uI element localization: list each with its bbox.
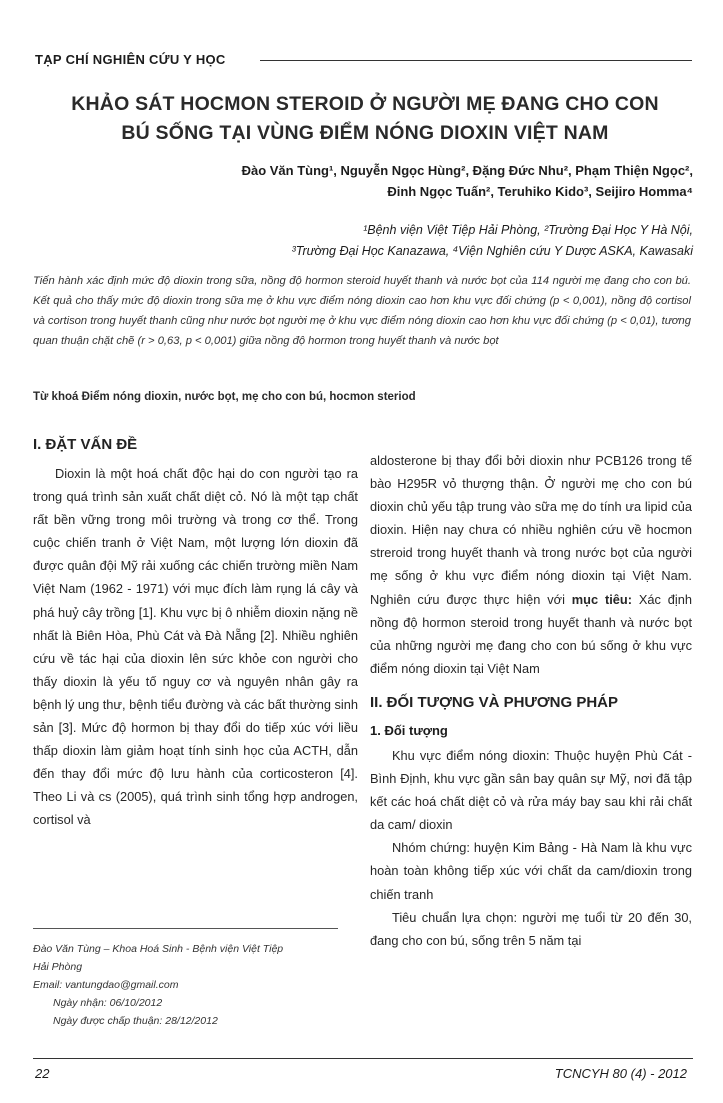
abstract: Tiến hành xác định mức độ dioxin trong sữa, nồng độ hormon steroid huyết thanh và nước bọt của 114 người mẹ đang cho con bú. Kết quả cho thấy mức độ dioxin trong sữa mẹ ở khu vực điểm nóng dioxin cao hơn khu vực đối chứng (p < 0,001), nồng độ cortisol và cortison trong huyết thanh cũng như nước bọt người mẹ ở khu vực điểm nóng dioxin cao hơn khu vực đối chứng (p < 0,01), tương quan thuận chặt chẽ (r > 0,63, p < 0,001) giữa nồng độ hormon trong huyết thanh và nước bọt	[33, 275, 691, 347]
footnote-received: Ngày nhận: 06/10/2012	[53, 997, 163, 1009]
authors-line2: Đinh Ngọc Tuấn², Teruhiko Kido³, Seijiro Homma⁴	[387, 184, 693, 199]
intro-paragraph: Dioxin là một hoá chất độc hại do con người tạo ra trong quá trình sản xuất chất diệt cỏ. Nó là một tạp chất rất bền vững trong môi trường và trong cơ thể. Trong cuộc chiến tranh ở Việt Nam, một lượng lớn dioxin đã được quân đội Mỹ rải xuống các chiến trường miền Nam Việt Nam (1962 - 1971) với mục đích làm rụng lá cây và phá huỷ cây trồng [1]. Khu vực bị ô nhiễm dioxin nặng nề nhất là Biên Hòa, Phù Cát và Đà Nẵng [2]. Nhiều nghiên cứu về tác hại của dioxin lên sức khỏe con người cho thấy dioxin là yếu tố nguy cơ và nguyên nhân gây ra bệnh lý ung thư, bệnh tiểu đường và các bất thường sinh sản [3]. Mức độ hormon bị thay đổi do tiếp xúc với liều thấp dioxin làm giảm hoạt tính sinh học của ACTH, dẫn đến thay đổi mức độ lưu hành của corticosteron [4]. Theo Li và cs (2005), quá trình sinh tổng hợp androgen, cortisol và	[33, 466, 358, 828]
footer-rule	[33, 1058, 693, 1059]
left-column	[33, 436, 358, 832]
journal-header: TẠP CHÍ NGHIÊN CỨU Y HỌC	[35, 52, 226, 67]
correspondence-footnote	[33, 940, 353, 1030]
authors-line1: Đào Văn Tùng¹, Nguyễn Ngọc Hùng², Đặng Đức Nhu², Phạm Thiện Ngọc²,	[241, 163, 693, 178]
hotspot-paragraph: Khu vực điểm nóng dioxin: Thuộc huyện Phù Cát - Bình Định, khu vực gần sân bay quân sự Mỹ, nơi đã tập kết các hoá chất diệt cỏ và rửa máy bay sau khi rải chất da cam/ dioxin	[370, 747, 692, 833]
footnote-rule	[33, 928, 338, 929]
article-title-line2: BÚ SỐNG TẠI VÙNG ĐIỂM NÓNG DIOXIN VIỆT NAM	[121, 122, 609, 144]
header-rule	[260, 60, 692, 61]
affiliations	[93, 220, 693, 262]
affiliation-line2: ³Trường Đại Học Kanazawa, ⁴Viện Nghiên cứu Y Dược ASKA, Kawasaki	[291, 244, 693, 258]
keywords	[33, 391, 691, 403]
intro-paragraph-continued	[370, 449, 692, 680]
keywords-text: Điểm nóng dioxin, nước bọt, mẹ cho con bú, hocmon steriod	[81, 391, 416, 403]
article-title-line1: KHẢO SÁT HOCMON STEROID Ở NGƯỜI MẸ ĐANG CHO CON	[71, 93, 659, 115]
affiliation-line1: ¹Bệnh viện Việt Tiệp Hải Phòng, ²Trường Đại Học Y Hà Nội,	[363, 223, 693, 237]
right-column	[370, 449, 692, 952]
objective-label: mục tiêu:	[571, 591, 632, 607]
intro-continued-text: aldosterone bị thay đổi bởi dioxin như PCB126 trong tế bào H295R vỏ thượng thận. Ở người mẹ cho con bú dioxin chủ yếu tập trung vào sữa mẹ do tính ưa lipid của dioxin. Hiện nay chưa có nhiều nghiên cứu về hocmon streroid trong huyết thanh và trong nước bọt của người mẹ sống ở khu vực điểm nóng dioxin tại Việt Nam. Nghiên cứu được thực hiện với	[370, 453, 692, 607]
subsection-heading-subjects: 1. Đối tượng	[370, 722, 448, 738]
section-heading-introduction: I. ĐẶT VẤN ĐỀ	[33, 436, 138, 453]
page-number: 22	[35, 1066, 50, 1081]
footnote-accepted: Ngày được chấp thuận: 28/12/2012	[53, 1015, 218, 1027]
objective-text: Xác định nồng độ hormon steroid trong huyết thanh và nước bọt của những người mẹ đang cho con bú sống ở khu vực điểm nóng dioxin tại Việt Nam	[370, 591, 692, 676]
footnote-author-cont: Hải Phòng	[33, 961, 83, 973]
selection-criteria-paragraph: Tiêu chuẩn lựa chọn: người mẹ tuổi từ 20 đến 30, đang cho con bú, sống trên 5 năm tại	[370, 909, 692, 948]
journal-issue: TCNCYH 80 (4) - 2012	[554, 1066, 687, 1081]
author-list	[93, 160, 693, 202]
footnote-author: Đào Văn Tùng – Khoa Hoá Sinh - Bệnh viện Việt Tiệp	[33, 943, 284, 955]
footnote-email: Email: vantungdao@gmail.com	[33, 979, 179, 991]
control-group-paragraph: Nhóm chứng: huyện Kim Bảng - Hà Nam là khu vực hoàn toàn không tiếp xúc với chất da cam/dioxin trong chiến tranh	[370, 840, 692, 902]
section-heading-methods: II. ĐỐI TƯỢNG VÀ PHƯƠNG PHÁP	[370, 693, 618, 711]
keywords-label: Từ khoá	[33, 391, 79, 403]
article-title	[40, 90, 690, 148]
